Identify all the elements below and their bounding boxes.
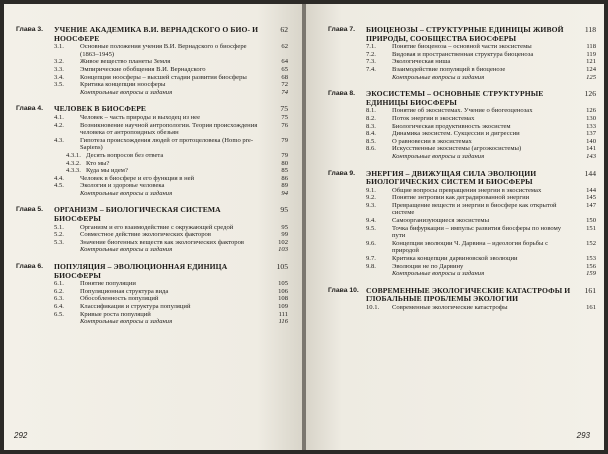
section-title: Экология и здоровье человека <box>80 182 165 190</box>
section-title: Основные положения учения В.И. Вернадского о биосфере (1863–1945) <box>80 43 247 58</box>
section-title: Контрольные вопросы и задания <box>80 189 173 197</box>
section-page-number: 85 <box>281 167 288 175</box>
section-title: Контрольные вопросы и задания <box>392 73 485 81</box>
toc-line <box>16 74 288 82</box>
section-page-number: 68 <box>281 73 288 81</box>
section-number: 7.2. <box>366 50 376 58</box>
section-title: Самоорганизующиеся экосистемы <box>392 217 490 225</box>
section-page-number: 76 <box>281 121 288 129</box>
section-title: Возникновение научной антропологии. Теория происхождения человека от антропоидных обезьян <box>80 121 258 137</box>
section-page-number: 116 <box>278 318 288 326</box>
section-title: Понятие энтропии как деградированной энергии <box>392 194 530 202</box>
section-page-number: 141 <box>586 145 596 153</box>
section-number <box>366 270 392 278</box>
toc-line <box>328 153 596 161</box>
section-page-number: 147 <box>586 201 596 209</box>
section-title: Эволюция не по Дарвину <box>392 262 464 270</box>
chapter-entry <box>16 105 288 197</box>
section-number: 4.5. <box>54 182 64 190</box>
toc-line <box>328 225 596 240</box>
section-page-number: 152 <box>586 239 596 247</box>
chapter-number: Глава 8. <box>328 90 356 98</box>
section-page-number: 144 <box>586 186 596 194</box>
section-page-number: 79 <box>281 151 288 159</box>
chapter-title: ЧЕЛОВЕК В БИОСФЕРЕ <box>54 104 147 114</box>
section-number: 4.3.3. <box>66 167 81 175</box>
section-number: 10.1. <box>366 304 380 311</box>
page-number-right: 293 <box>576 431 590 440</box>
section-number: 9.4. <box>366 217 376 225</box>
section-number: 3.5. <box>54 81 64 89</box>
section-page-number: 65 <box>281 65 288 73</box>
section-page-number: 86 <box>281 174 288 182</box>
section-title: Общие вопросы превращения энергии в экосистемах <box>392 186 542 194</box>
toc-line <box>16 89 288 97</box>
section-page-number: 143 <box>586 152 596 160</box>
section-title: Контрольные вопросы и задания <box>80 318 173 326</box>
toc-line <box>16 81 288 89</box>
toc-line <box>16 231 288 239</box>
toc-line <box>16 280 288 288</box>
section-page-number: 72 <box>281 81 288 89</box>
section-title: Организм и его взаимодействие с окружающей средой <box>80 223 234 231</box>
toc-line <box>16 58 288 66</box>
section-number: 8.2. <box>366 114 376 122</box>
section-number: 6.4. <box>54 303 64 310</box>
section-title: Живое вещество планеты Земля <box>80 58 171 66</box>
section-page-number: 161 <box>586 304 596 311</box>
toc-line <box>328 130 596 138</box>
section-number: 5.3. <box>54 238 64 246</box>
chapter-number: Глава 6. <box>16 263 44 271</box>
section-page-number: 89 <box>281 182 288 190</box>
section-number: 4.4. <box>54 174 64 182</box>
section-number: 6.3. <box>54 295 64 303</box>
section-page-number: 156 <box>586 262 596 270</box>
section-title: О равновесии в экосистемах <box>392 137 472 145</box>
toc-line <box>16 122 288 137</box>
section-title: Превращение веществ и энергии в биосфере как открытой системе <box>392 201 557 217</box>
section-page-number: 145 <box>586 194 596 202</box>
toc-line <box>328 194 596 202</box>
section-title: Популяционная структура вида <box>80 287 169 295</box>
chapter-number: Глава 3. <box>16 26 44 33</box>
section-title: Современные экологические катастрофы <box>392 304 508 311</box>
section-page-number: 75 <box>281 113 288 121</box>
section-page-number: 94 <box>281 189 288 197</box>
section-title: Человек в биосфере и его функция в ней <box>80 174 195 182</box>
section-number: 7.3. <box>366 58 376 66</box>
section-title: Концепция эволюции Ч. Дарвина – идеология борьбы с природой <box>392 239 549 255</box>
section-page-number: 103 <box>278 246 288 254</box>
toc-line <box>328 240 596 255</box>
toc-line <box>16 152 288 160</box>
section-page-number: 105 <box>278 280 288 288</box>
section-page-number: 74 <box>281 88 288 96</box>
section-page-number: 150 <box>586 217 596 225</box>
section-title: Понятие об экосистемах. Учение о биогеоценозах <box>392 107 533 115</box>
section-number: 9.6. <box>366 239 376 247</box>
section-title: Человек – часть природы и выходец из нее <box>80 113 200 121</box>
toc-line <box>16 239 288 247</box>
page-number-left: 292 <box>14 431 28 440</box>
section-number: 4.2. <box>54 121 64 129</box>
section-page-number: 80 <box>281 159 288 167</box>
chapter-page-number: 105 <box>276 262 288 272</box>
section-number: 8.5. <box>366 137 376 145</box>
section-title: Концепция ноосферы – высшей стадии развития биосферы <box>80 73 247 81</box>
toc-line <box>16 160 288 168</box>
chapter-heading <box>16 263 288 280</box>
section-number: 8.4. <box>366 130 376 138</box>
section-number: 3.1. <box>54 43 64 51</box>
toc-line <box>16 175 288 183</box>
chapter-title: ЭКОСИСТЕМЫ – ОСНОВНЫЕ СТРУКТУРНЫЕ ЕДИНИЦЫ БИОСФЕРЫ <box>366 89 544 107</box>
section-number: 9.3. <box>366 201 376 209</box>
section-title: Понятие биоценоза – основной части экосистемы <box>392 43 532 51</box>
toc-line <box>328 202 596 217</box>
section-number: 6.2. <box>54 287 64 295</box>
toc-line <box>16 295 288 303</box>
section-number: 7.4. <box>366 65 376 73</box>
chapter-heading <box>328 90 596 107</box>
toc-line <box>16 311 288 319</box>
section-page-number: 121 <box>586 58 596 66</box>
section-number: 5.1. <box>54 223 64 231</box>
toc-line <box>16 318 288 326</box>
section-page-number: 126 <box>586 107 596 115</box>
toc-line <box>328 138 596 146</box>
toc-line <box>16 137 288 152</box>
section-page-number: 118 <box>586 43 596 51</box>
section-page-number: 159 <box>586 270 596 278</box>
section-page-number: 153 <box>586 255 596 263</box>
toc-line <box>328 270 596 278</box>
chapter-title: УЧЕНИЕ АКАДЕМИКА В.И. ВЕРНАДСКОГО О БИО- И НООСФЕРЕ <box>54 25 259 43</box>
section-number: 8.3. <box>366 122 376 130</box>
chapter-title: ОРГАНИЗМ – БИОЛОГИЧЕСКАЯ СИСТЕМА БИОСФЕРЫ <box>54 205 221 224</box>
section-number <box>366 153 392 161</box>
toc-line <box>328 217 596 225</box>
toc-line <box>16 288 288 296</box>
toc-line <box>16 190 288 198</box>
section-page-number: 130 <box>586 114 596 122</box>
toc-line <box>16 114 288 122</box>
section-number: 9.8. <box>366 262 376 270</box>
chapter-number: Глава 4. <box>16 105 44 113</box>
toc-line <box>16 167 288 175</box>
section-number <box>366 74 392 82</box>
chapter-page-number: 118 <box>584 25 596 34</box>
section-page-number: 111 <box>278 310 288 318</box>
section-number: 9.1. <box>366 186 376 194</box>
section-number: 6.5. <box>54 310 64 318</box>
chapter-entry <box>328 26 596 81</box>
table-of-contents-right <box>306 26 604 321</box>
toc-line <box>328 58 596 66</box>
left-page <box>4 4 302 450</box>
section-page-number: 99 <box>281 231 288 239</box>
section-title: Критика концепции дарвиновской эволюции <box>392 255 518 263</box>
section-title: Видовая и пространственная структура биоценоза <box>392 50 534 58</box>
section-number: 4.3.2. <box>66 159 81 167</box>
section-title: Классификация и структура популяций <box>80 303 191 310</box>
section-title: Кто мы? <box>86 159 110 167</box>
section-title: Контрольные вопросы и задания <box>80 246 173 254</box>
section-title: Обособленность популяций <box>80 295 159 303</box>
right-page <box>306 4 604 450</box>
chapter-number: Глава 10. <box>328 286 359 294</box>
chapter-page-number: 75 <box>280 104 288 114</box>
chapter-title: БИОЦЕНОЗЫ – СТРУКТУРНЫЕ ЕДИНИЦЫ ЖИВОЙ ПРИРОДЫ, СООБЩЕСТВА БИОСФЕРЫ <box>366 25 564 43</box>
section-page-number: 64 <box>281 58 288 66</box>
chapter-title: ЭНЕРГИЯ – ДВИЖУЩАЯ СИЛА ЭВОЛЮЦИИ БИОЛОГИЧЕСКИХ СИСТЕМ И БИОСФЕРЫ <box>366 168 537 187</box>
section-number: 8.6. <box>366 145 376 153</box>
chapter-heading <box>328 287 596 304</box>
section-page-number: 124 <box>586 65 596 73</box>
section-number <box>54 246 80 254</box>
section-title: Поток энергии в экосистемах <box>392 114 475 122</box>
chapter-number: Глава 9. <box>328 169 356 177</box>
chapter-page-number: 126 <box>584 89 596 99</box>
section-number <box>54 190 80 198</box>
section-title: Биологическая продуктивность экосистем <box>392 122 511 130</box>
toc-line <box>328 304 596 312</box>
chapter-number: Глава 7. <box>328 26 356 33</box>
toc-line <box>328 74 596 82</box>
section-title: Экологическая ниша <box>392 58 451 66</box>
section-number: 9.5. <box>366 224 376 232</box>
section-page-number: 102 <box>278 238 288 246</box>
chapter-entry <box>16 26 288 96</box>
toc-line <box>328 123 596 131</box>
section-number: 6.1. <box>54 280 64 288</box>
section-title: Значение биогенных веществ как экологических факторов <box>80 238 245 246</box>
toc-line <box>328 115 596 123</box>
section-number <box>54 318 80 326</box>
book-spread <box>4 4 604 450</box>
section-title: Эмпирические обобщения В.И. Вернадского <box>80 65 206 73</box>
toc-line <box>16 182 288 190</box>
section-page-number: 79 <box>281 136 288 144</box>
chapter-page-number: 144 <box>584 168 596 178</box>
toc-line <box>328 51 596 59</box>
section-title: Критика концепции ноосферы <box>80 81 166 89</box>
section-page-number: 140 <box>586 137 596 145</box>
section-title: Контрольные вопросы и задания <box>392 270 485 278</box>
section-title: Взаимодействие популяций в биоценозе <box>392 65 506 73</box>
section-page-number: 109 <box>278 303 288 310</box>
chapter-entry <box>16 263 288 326</box>
section-page-number: 62 <box>281 43 288 51</box>
chapter-number: Глава 5. <box>16 206 44 214</box>
section-number: 4.3.1. <box>66 151 81 159</box>
section-page-number: 119 <box>586 50 596 58</box>
toc-line <box>16 303 288 311</box>
section-number: 4.1. <box>54 113 64 121</box>
chapter-heading <box>16 206 288 223</box>
chapter-entry <box>328 170 596 278</box>
toc-line <box>328 255 596 263</box>
section-title: Точка бифуркации – импульс развития биосферы по новому пути <box>392 224 562 240</box>
chapter-heading <box>16 26 288 43</box>
chapter-title: ПОПУЛЯЦИЯ – ЭВОЛЮЦИОННАЯ ЕДИНИЦА БИОСФЕРЫ <box>54 262 228 280</box>
chapter-page-number: 161 <box>584 285 596 295</box>
chapter-page-number: 95 <box>280 205 288 215</box>
toc-line <box>328 145 596 153</box>
table-of-contents-left <box>4 26 302 335</box>
chapter-entry <box>328 90 596 160</box>
section-title: Кривые роста популяций <box>80 310 151 318</box>
section-page-number: 151 <box>586 224 596 232</box>
chapter-heading <box>328 26 596 43</box>
chapter-heading <box>16 105 288 114</box>
toc-line <box>16 246 288 254</box>
section-title: Понятие популяции <box>80 280 136 288</box>
chapter-entry <box>16 206 288 254</box>
section-number: 5.2. <box>54 231 64 239</box>
section-number: 3.2. <box>54 58 64 66</box>
section-page-number: 125 <box>586 73 596 81</box>
toc-line <box>16 66 288 74</box>
toc-line <box>328 43 596 51</box>
toc-line <box>328 263 596 271</box>
chapter-entry <box>328 287 596 312</box>
chapter-title: СОВРЕМЕННЫЕ ЭКОЛОГИЧЕСКИЕ КАТАСТРОФЫ И ГЛОБАЛЬНЫЕ ПРОБЛЕМЫ ЭКОЛОГИИ <box>366 285 571 304</box>
section-number: 8.1. <box>366 107 376 115</box>
section-title: Контрольные вопросы и задания <box>80 88 173 96</box>
section-page-number: 133 <box>586 122 596 130</box>
chapter-heading <box>328 170 596 187</box>
section-title: Контрольные вопросы и задания <box>392 152 485 160</box>
toc-line <box>16 43 288 58</box>
section-page-number: 106 <box>278 287 288 295</box>
section-title: Куда мы идем? <box>86 167 128 175</box>
section-title: Динамика экосистем. Сукцессии и дигрессии <box>392 130 520 138</box>
section-page-number: 137 <box>586 130 596 138</box>
section-title: Совместное действие экологических факторов <box>80 231 211 239</box>
section-number <box>54 89 80 97</box>
section-page-number: 108 <box>278 295 288 303</box>
toc-line <box>328 66 596 74</box>
section-title: Искусственные экосистемы (агроэкосистемы) <box>392 145 522 153</box>
section-number: 9.2. <box>366 194 376 202</box>
section-number: 3.3. <box>54 65 64 73</box>
section-page-number: 95 <box>281 223 288 231</box>
section-number: 7.1. <box>366 43 376 51</box>
section-number: 4.3. <box>54 136 64 144</box>
chapter-page-number: 62 <box>280 25 288 34</box>
section-title: Гипотеза происхождения людей от протоцеловека (Homo pre-Sapiens) <box>80 136 254 152</box>
section-number: 3.4. <box>54 73 64 81</box>
toc-line <box>16 224 288 232</box>
toc-line <box>328 187 596 195</box>
toc-line <box>328 107 596 115</box>
section-number: 9.7. <box>366 255 376 263</box>
section-title: Десять вопросов без ответа <box>86 151 164 159</box>
